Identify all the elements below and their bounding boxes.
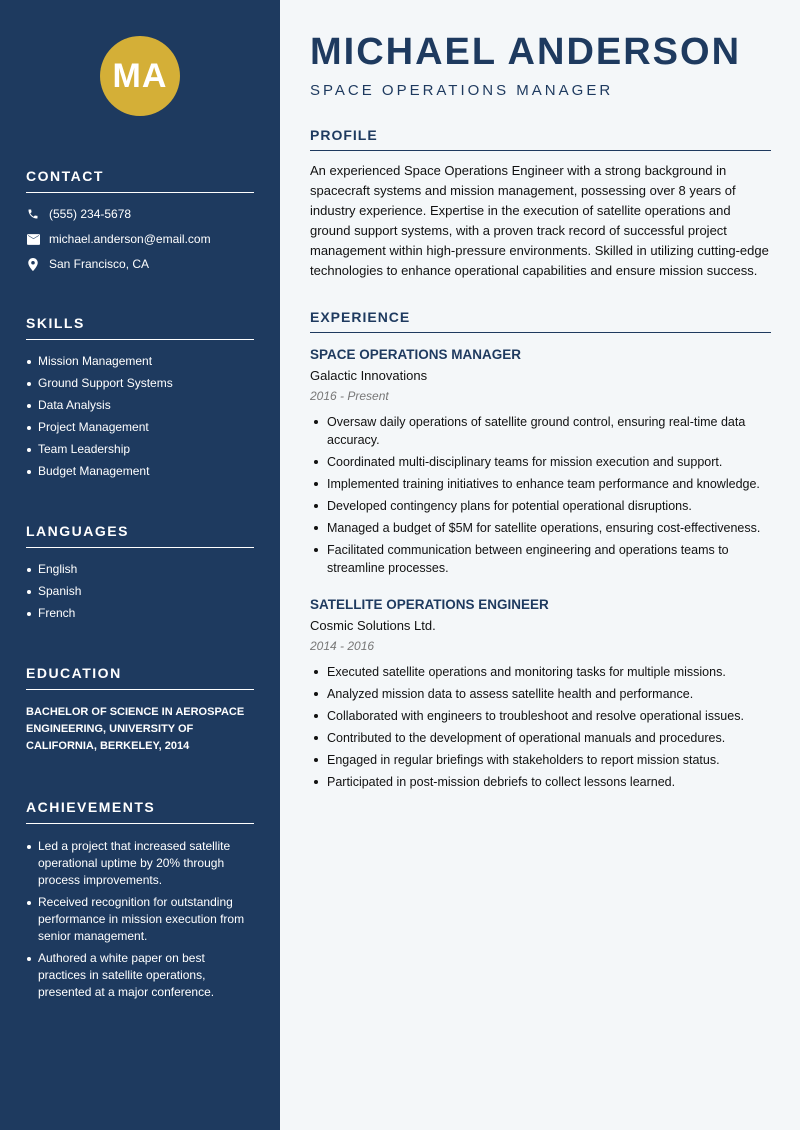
job-company: Galactic Innovations (310, 368, 428, 383)
achievement-item: Led a project that increased satellite operational uptime by 20% through process improvements. (26, 838, 254, 889)
experience-heading: EXPERIENCE (310, 309, 771, 333)
job-bullet: Contributed to the development of operational manuals and procedures. (310, 729, 771, 747)
phone-text: (555) 234-5678 (49, 207, 132, 221)
avatar: MA (100, 36, 180, 116)
job-bullet: Developed contingency plans for potential operational disruptions. (310, 497, 771, 515)
skill-item: Project Management (26, 420, 254, 435)
skills-heading: SKILLS (26, 315, 254, 340)
profile-heading: PROFILE (310, 127, 771, 151)
job-dates: 2014 - 2016 (310, 639, 375, 653)
job-company: Cosmic Solutions Ltd. (310, 618, 436, 633)
candidate-title: SPACE OPERATIONS MANAGER (310, 82, 614, 99)
language-item: Spanish (26, 584, 254, 599)
education-degree: BACHELOR OF SCIENCE IN AEROSPACE ENGINEERING, UNIVERSITY OF CALIFORNIA, BERKELEY, 2014 (26, 706, 245, 752)
job-bullet: Implemented training initiatives to enhance team performance and knowledge. (310, 475, 771, 493)
job-bullet: Collaborated with engineers to troubleshoot and resolve operational issues. (310, 707, 771, 725)
skill-item: Budget Management (26, 464, 254, 479)
language-item: French (26, 606, 254, 621)
job-entry (310, 597, 771, 791)
skill-item: Team Leadership (26, 442, 254, 457)
education-heading: EDUCATION (26, 665, 254, 690)
job-bullet: Participated in post-mission debriefs to collect lessons learned. (310, 773, 771, 791)
contact-location (26, 257, 254, 271)
candidate-name: MICHAEL ANDERSON (310, 31, 742, 73)
job-bullet: Analyzed mission data to assess satellite health and performance. (310, 685, 771, 703)
languages-list (26, 562, 254, 621)
job-bullet: Facilitated communication between engineering and operations teams to streamline processes. (310, 541, 771, 577)
job-title: SATELLITE OPERATIONS ENGINEER (310, 597, 549, 612)
avatar-wrap (26, 36, 254, 116)
achievements-list (26, 838, 254, 1001)
phone-icon (26, 207, 40, 221)
contact-email (26, 232, 254, 246)
languages-heading: LANGUAGES (26, 523, 254, 548)
job-bullet: Engaged in regular briefings with stakeholders to report mission status. (310, 751, 771, 769)
sidebar (0, 0, 280, 1130)
skills-list (26, 354, 254, 479)
email-icon (26, 232, 40, 246)
achievements-section (26, 799, 254, 1001)
skills-section (26, 315, 254, 479)
skill-item: Data Analysis (26, 398, 254, 413)
job-bullets (310, 413, 771, 577)
job-bullet: Executed satellite operations and monitoring tasks for multiple missions. (310, 663, 771, 681)
experience-section (310, 309, 771, 791)
achievements-heading: ACHIEVEMENTS (26, 799, 254, 824)
main-content (280, 0, 800, 1130)
job-entry (310, 347, 771, 577)
education-section (26, 665, 254, 755)
achievement-item: Authored a white paper on best practices in satellite operations, presented at a major conference. (26, 950, 254, 1001)
job-bullet: Managed a budget of $5M for satellite operations, ensuring cost-effectiveness. (310, 519, 771, 537)
contact-section (26, 168, 254, 271)
job-bullets (310, 663, 771, 791)
language-item: English (26, 562, 254, 577)
skill-item: Mission Management (26, 354, 254, 369)
contact-heading: CONTACT (26, 168, 254, 193)
contact-phone (26, 207, 254, 221)
profile-section (310, 127, 771, 281)
skill-item: Ground Support Systems (26, 376, 254, 391)
job-dates: 2016 - Present (310, 389, 389, 403)
job-title: SPACE OPERATIONS MANAGER (310, 347, 522, 362)
languages-section (26, 523, 254, 621)
job-bullet: Oversaw daily operations of satellite ground control, ensuring real-time data accuracy. (310, 413, 771, 449)
job-bullet: Coordinated multi-disciplinary teams for mission execution and support. (310, 453, 771, 471)
location-pin-icon (26, 257, 40, 271)
profile-text: An experienced Space Operations Engineer with a strong background in spacecraft systems and mission management, possessing over 8 years of industry experience. Expertise in the execution of satellite operations and ground support systems, with a proven track record of successful project management within high-pressure environments. Skilled in utilizing cutting-edge technologies to enhance operational capabilities and ensure mission success. (310, 163, 769, 278)
achievement-item: Received recognition for outstanding performance in mission execution from senior management. (26, 894, 254, 945)
location-text: San Francisco, CA (49, 257, 150, 271)
email-text: michael.anderson@email.com (49, 232, 211, 246)
